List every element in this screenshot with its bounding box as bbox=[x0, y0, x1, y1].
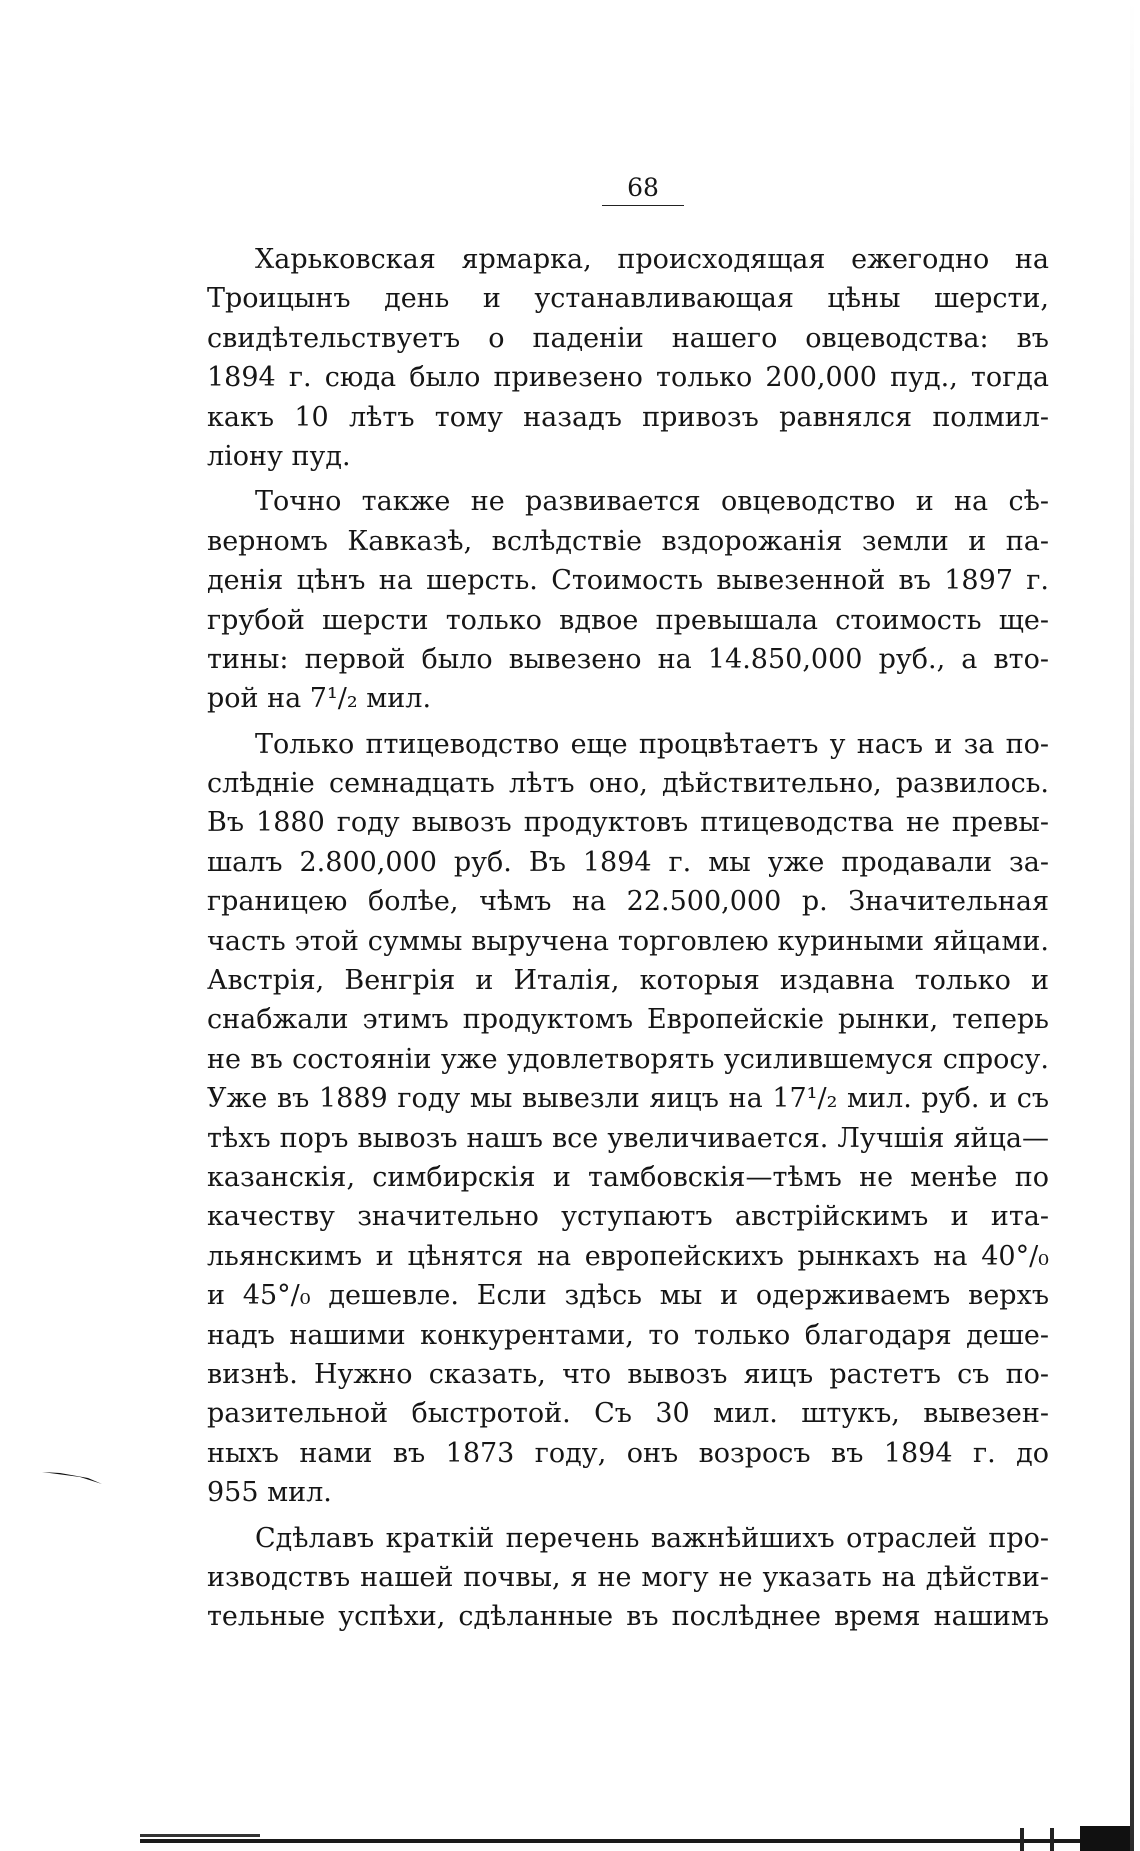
text-line: разительной быстротой. Съ 30 мил. штукъ, вывезен- bbox=[207, 1398, 1049, 1430]
page-bottom-edge bbox=[140, 1826, 1130, 1851]
text-line: верномъ Кавказѣ, вслѣдствіе вздорожанія земли и па- bbox=[207, 525, 1049, 557]
text-line: Точно также не развивается овцеводство и на сѣ- bbox=[255, 486, 1049, 518]
text-line: Сдѣлавъ краткій перечень важнѣйшихъ отраслей про- bbox=[255, 1522, 1049, 1554]
text-line: льянскимъ и цѣнятся на европейскихъ рынкахъ на 40°/₀ bbox=[207, 1240, 1049, 1272]
text-line: снабжали этимъ продуктомъ Европейскіе рынки, теперь bbox=[207, 1004, 1049, 1036]
page-number: 68 bbox=[602, 173, 684, 206]
scan-artifact-mark bbox=[40, 1468, 110, 1486]
text-line: шалъ 2.800,000 руб. Въ 1894 г. мы уже продавали за- bbox=[207, 846, 1049, 878]
text-line: тельные успѣхи, сдѣланные въ послѣднее время нашимъ bbox=[207, 1601, 1049, 1633]
text-line: Австрія, Венгрія и Италія, которыя издавна только и bbox=[207, 965, 1049, 997]
text-line: Въ 1880 году вывозъ продуктовъ птицеводства не превы- bbox=[207, 807, 1049, 839]
text-line: изводствъ нашей почвы, я не могу не указать на дѣйстви- bbox=[207, 1561, 1049, 1593]
text-line: денія цѣнъ на шерсть. Стоимость вывезенной въ 1897 г. bbox=[207, 565, 1049, 597]
text-line: границею болѣе, чѣмъ на 22.500,000 р. Значительная bbox=[207, 886, 1049, 918]
text-line: качеству значительно уступаютъ австрійскимъ и ита- bbox=[207, 1201, 1049, 1233]
body-text bbox=[207, 240, 1049, 1637]
text-line: и 45°/₀ дешевле. Если здѣсь мы и одерживаемъ верхъ bbox=[207, 1280, 1049, 1312]
text-line: 1894 г. сюда было привезено только 200,000 пуд., тогда bbox=[207, 362, 1049, 394]
text-line: грубой шерсти только вдвое превышала стоимость ще- bbox=[207, 604, 1049, 636]
text-line: визнѣ. Нужно сказать, что вывозъ яицъ растетъ съ по- bbox=[207, 1358, 1049, 1390]
text-line: надъ нашими конкурентами, то только благодаря деше- bbox=[207, 1319, 1049, 1351]
text-line: рой на 7¹/₂ мил. bbox=[207, 683, 432, 715]
text-line: Харьковская ярмарка, происходящая ежегодно на bbox=[255, 244, 1049, 275]
text-line: 955 мил. bbox=[207, 1477, 332, 1509]
text-line: тѣхъ поръ вывозъ нашъ все увеличивается. Лучшія яйца— bbox=[207, 1122, 1049, 1154]
text-line: Троицынъ день и устанавливающая цѣны шерсти, bbox=[207, 283, 1049, 315]
page-edge-shadow bbox=[1130, 0, 1134, 1851]
text-line: ліону пуд. bbox=[207, 440, 351, 472]
text-line: Уже въ 1889 году мы вывезли яицъ на 17¹/₂ мил. руб. и съ bbox=[207, 1083, 1049, 1115]
text-line: слѣдніе семнадцать лѣтъ оно, дѣйствительно, развилось. bbox=[207, 768, 1049, 800]
text-line: ныхъ нами въ 1873 году, онъ возросъ въ 1894 г. до bbox=[207, 1437, 1049, 1469]
text-line: часть этой суммы выручена торговлею куриными яйцами. bbox=[207, 925, 1049, 957]
text-line: не въ состояніи уже удовлетворять усилившемуся спросу. bbox=[207, 1043, 1049, 1075]
text-line: свидѣтельствуетъ о паденіи нашего овцеводства: въ bbox=[207, 322, 1049, 354]
text-line: тины: первой было вывезено на 14.850,000 руб., а вто- bbox=[207, 643, 1049, 675]
text-line: какъ 10 лѣтъ тому назадъ привозъ равнялся полмил- bbox=[207, 401, 1049, 433]
text-line: казанскія, симбирскія и тамбовскія—тѣмъ не менѣе по bbox=[207, 1161, 1049, 1193]
text-line: Только птицеводство еще процвѣтаетъ у насъ и за по- bbox=[255, 728, 1049, 760]
